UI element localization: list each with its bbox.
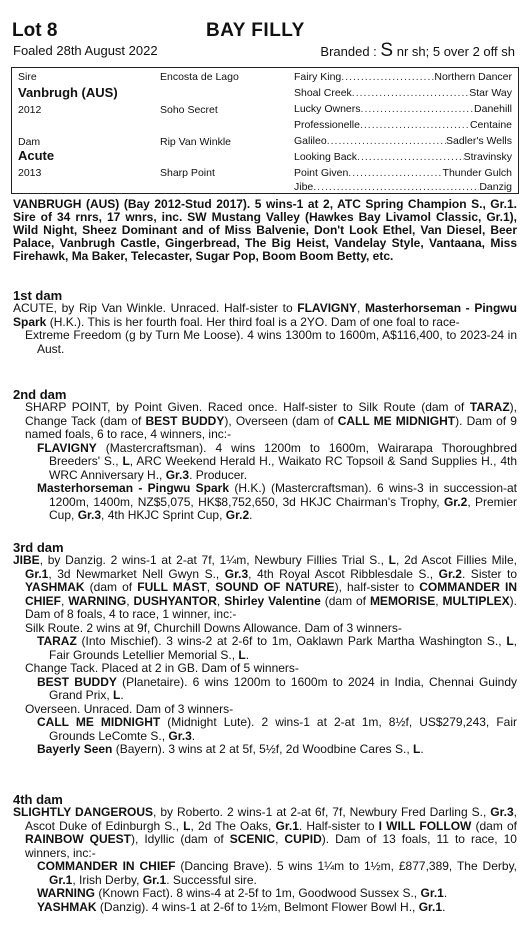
pedigree-table <box>11 67 519 194</box>
lot-header <box>0 0 529 64</box>
gg-row: Shoal Creek ..... Star Way <box>294 87 512 99</box>
dam-dam: Sharp Point <box>160 167 215 179</box>
dam-name: Acute <box>18 148 55 163</box>
fourth-dam-text: SLIGHTLY DANGEROUS, by Roberto. 2 wins-1 at 2-at 6f, 7f, Newbury Fred Darling S., Gr.3, Ascot Duke of Edinburgh S., L, 2d The Oaks, Gr.1. Half-sister to I WILL FOLLOW (dam of RAINBOW QUEST), Idyllic (dam of SCENIC, CUPID). Dam of 13 foals, 11 to race, 10 winners, inc:- COMMANDER IN CHIEF (Dancing Brave). 5 wins 1¼m to 1½m, £877,389, The Derby, Gr.1, Irish Derby, Gr.1. Successful sire. WARNING (Known Fact). 8 wins-4 at 2-5f to 1m, Goodwood Sussex S., Gr.1. YASHMAK (Danzig). 4 wins-1 at 2-6f to 1½m, Belmont Flower Bowl H., Gr.1. <box>13 805 518 914</box>
gg-row: Looking Back ..... Stravinsky <box>294 151 512 163</box>
section-heading-2nd-dam: 2nd dam <box>13 387 67 402</box>
gg-row: Galileo ..... Sadler's Wells <box>294 135 512 147</box>
section-heading-4th-dam: 4th dam <box>13 792 63 807</box>
sire-year: 2012 <box>18 104 42 116</box>
gg-row: Lucky Owners ..... Danehill <box>294 103 512 115</box>
dam-label: Dam <box>18 136 41 148</box>
dam-sire: Rip Van Winkle <box>160 136 231 148</box>
dam-year: 2013 <box>18 167 42 179</box>
lot-number: Lot 8 <box>12 20 58 41</box>
gg-row: Fairy King ..... Northern Dancer <box>294 71 512 83</box>
third-dam-text: JIBE, by Danzig. 2 wins-1 at 2-at 7f, 1¼m, Newbury Fillies Trial S., L, 2d Ascot Fillies Mile, Gr.1, 3d Newmarket Nell Gwyn S., Gr.3, 4th Royal Ascot Ribblesdale S., Gr.2. Sister to YASHMAK (dam of FULL MAST, SOUND OF NATURE), half-sister to COMMANDER IN CHIEF, WARNING, DUSHYANTOR, Shirley Valentine (dam of MEMORISE, MULTIPLEX). Dam of 8 foals, 4 to race, 1 winner, inc:- Silk Route. 2 wins at 9f, Churchill Downs Allowance. Dam of 3 winners- TARAZ (Into Mischief). 3 wins-2 at 2-6f to 1m, Oaklawn Park Martha Washington S., L, Fair Grounds Letellier Memorial S., L. Change Tack. Placed at 2 in GB. Dam of 5 winners- BEST BUDDY (Planetaire). 6 wins 1200m to 1600m to 2024 in India, Chennai Guindy Grand Prix, L. Overseen. Unraced. Dam of 3 winners- CALL ME MIDNIGHT (Midnight Lute). 2 wins-1 at 2-at 1m, 8½f, US$279,243, Fair Grounds LeComte S., Gr.3. Bayerly Seen (Bayern). 3 wins at 2 at 5f, 5½f, 2d Woodbine Cares S., L. <box>13 553 518 756</box>
gg-row: Professionelle ..... Centaine <box>294 119 512 131</box>
section-heading-3rd-dam: 3rd dam <box>13 540 64 555</box>
brand-info: Branded : S nr sh; 5 over 2 off sh <box>320 40 515 61</box>
sire-dam: Soho Secret <box>160 104 218 116</box>
section-heading-1st-dam: 1st dam <box>13 288 63 303</box>
second-dam-text: SHARP POINT, by Point Given. Raced once. Half-sister to Silk Route (dam of TARAZ), Change Tack (dam of BEST BUDDY), Overseen (dam of CALL ME MIDNIGHT). Dam of 9 named foals, 6 to race, 4 winners, inc:- FLAVIGNY (Mastercraftsman). 4 wins 1200m to 1600m, Wairarapa Thoroughbred Breeders' S., L, ARC Weekend Herald H., Waikato RC Topsoil & Sand Supplies H., 4th WRC Anniversary H., Gr.3. Producer. Masterhorseman - Pingwu Spark (H.K.) (Mastercraftsman). 6 wins-3 in succession-at 1200m, 1400m, NZ$5,075, HK$8,752,650, 3d HKJC Chairman's Trophy, Gr.2, Premier Cup, Gr.3, 4th HKJC Sprint Cup, Gr.2. <box>25 400 518 522</box>
gg-row: Point Given ..... Thunder Gulch <box>294 167 512 179</box>
sire-name: Vanbrugh (AUS) <box>18 85 118 100</box>
gg-row: Jibe ..... Danzig <box>294 181 512 193</box>
sire-summary: VANBRUGH (AUS) (Bay 2012-Stud 2017). 5 wins-1 at 2, ATC Spring Champion S., Gr.1. Sire of 34 rnrs, 17 wnrs, inc. SW Mustang Valley (Hawkes Bay Livamol Classic, Gr.1), Wild Night, Sheez Dominant and of Miss Balvenie, Don't Look Ethel, Van Diesel, Beer Palace, Vanbrugh Castle, Gingerbread, The Big Heist, Vandelay Style, Vantaana, Miss Firehawk, Ma Baker, Telecaster, Sugar Pop, Boom Boom Betty, etc. <box>13 197 517 263</box>
sire-sire: Encosta de Lago <box>160 71 239 83</box>
horse-title: BAY FILLY <box>206 20 305 41</box>
sire-label: Sire <box>18 71 37 83</box>
foaled-date: Foaled 28th August 2022 <box>13 43 158 58</box>
first-dam-text: ACUTE, by Rip Van Winkle. Unraced. Half-sister to FLAVIGNY, Masterhorseman - Pingwu Spark (H.K.). This is her fourth foal. Her third foal is a 2YO. Dam of one foal to race- Extreme Freedom (g by Turn Me Loose). 4 wins 1300m to 1600m, A$116,400, to 2023-24 in Aust. <box>13 301 517 356</box>
